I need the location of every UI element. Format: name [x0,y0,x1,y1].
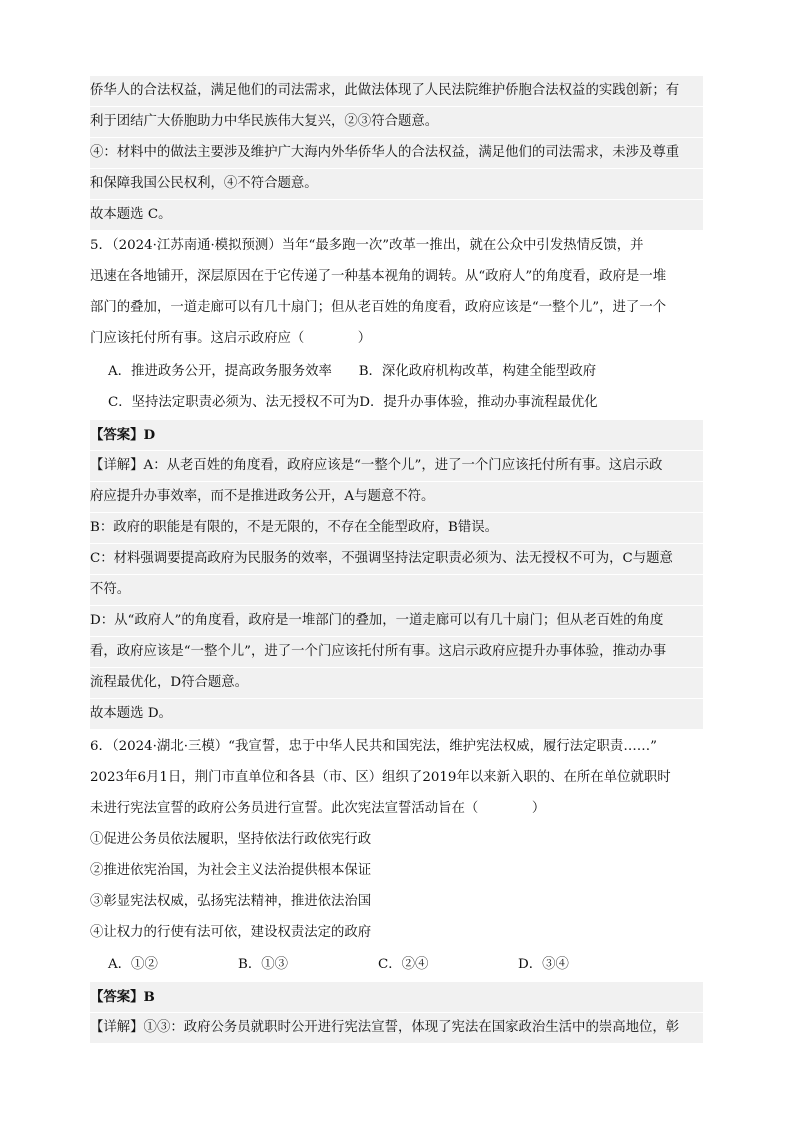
option-d: D．③④ [518,957,569,972]
explanation-line: B：政府的职能是有限的，不是无限的，不存在全能型政府，B错误。 [90,513,703,543]
explanation-line: 流程最优化，D符合题意。 [90,668,703,698]
question-6-item: ③彰显宪法权威，弘扬宪法精神，推进依法治国 [90,894,372,909]
question-5-options: A．推进政务公开，提高政务服务效率 B．深化政府机构改革，构建全能型政府 [108,364,597,379]
question-5-stem: 门应该托付所有事。这启示政府应（ ） [90,331,372,346]
question-6-options [108,950,618,980]
explanation-line: 不符。 [90,575,703,605]
text-line: 利于团结广大侨胞助力中华民族伟大复兴，②③符合题意。 [90,107,703,137]
explanation-line: 看，政府应该是“一整个儿”，进了一个门应该托付所有事。这启示政府应提升办事体验，推动办事 [90,637,703,667]
question-5-options: C．坚持法定职责必须为、法无授权不可为D．提升办事体验，推动办事流程最优化 [108,395,598,410]
question-5-stem: 迅速在各地铺开，深层原因在于它传递了一种基本视角的调转。从“政府人”的角度看，政府是一堆 [90,269,667,284]
question-6-item: ②推进依宪治国，为社会主义法治提供根本保证 [90,863,372,878]
question-6-stem: 未进行宪法宣誓的政府公务员进行宣誓。此次宪法宣誓活动旨在（ ） [90,801,546,816]
text-line: 侨华人的合法权益，满足他们的司法需求，此做法体现了人民法院维护侨胞合法权益的实践创新；有 [90,76,703,106]
option-b: B．①③ [238,957,289,972]
question-6-item: ④让权力的行使有法可依，建设权责法定的政府 [90,925,372,940]
text-line: ④：材料中的做法主要涉及维护广大海内外华侨华人的合法权益，满足他们的司法需求，未涉及尊重 [90,138,703,168]
question-5-stem: 5．（2024·江苏南通·模拟预测）当年“最多跑一次”改革一推出，就在公众中引发热情反馈，并 [90,238,644,253]
question-6-stem: 6．（2024·湖北·三模）“我宣誓，忠于中华人民共和国宪法，维护宪法权威，履行法定职责……” [90,739,657,754]
answer-label: 【答案】B [90,982,703,1012]
option-a: A．①② [108,957,158,972]
option-c: C．②④ [378,957,429,972]
question-6-item: ①促进公务员依法履职，坚持依法行政依宪行政 [90,832,372,847]
explanation-line: 府应提升办事效率，而不是推进政务公开，A与题意不符。 [90,482,703,512]
explanation-line: 【详解】①③：政府公务员就职时公开进行宪法宣誓，体现了宪法在国家政治生活中的崇高地位，彰 [90,1013,703,1043]
text-line: 和保障我国公民权利，④不符合题意。 [90,169,703,199]
question-6-stem: 2023年6月1日，荆门市直单位和各县（市、区）组织了2019年以来新入职的、在所在单位就职时 [90,770,671,785]
answer-label: 【答案】D [90,420,703,450]
question-5-stem: 部门的叠加，一道走廊可以有几十扇门；但从老百姓的角度看，政府应该是“一整个儿”，进了一个 [90,300,667,315]
explanation-line: D：从“政府人”的角度看，政府是一堆部门的叠加，一道走廊可以有几十扇门；但从老百姓的角度 [90,606,703,636]
explanation-line: C：材料强调要提高政府为民服务的效率，不强调坚持法定职责必须为、法无授权不可为，C与题意 [90,544,703,574]
text-line: 故本题选 C。 [90,200,703,230]
explanation-line: 故本题选 D。 [90,699,703,729]
explanation-line: 【详解】A：从老百姓的角度看，政府应该是“一整个儿”，进了一个门应该托付所有事。这启示政 [90,451,703,481]
